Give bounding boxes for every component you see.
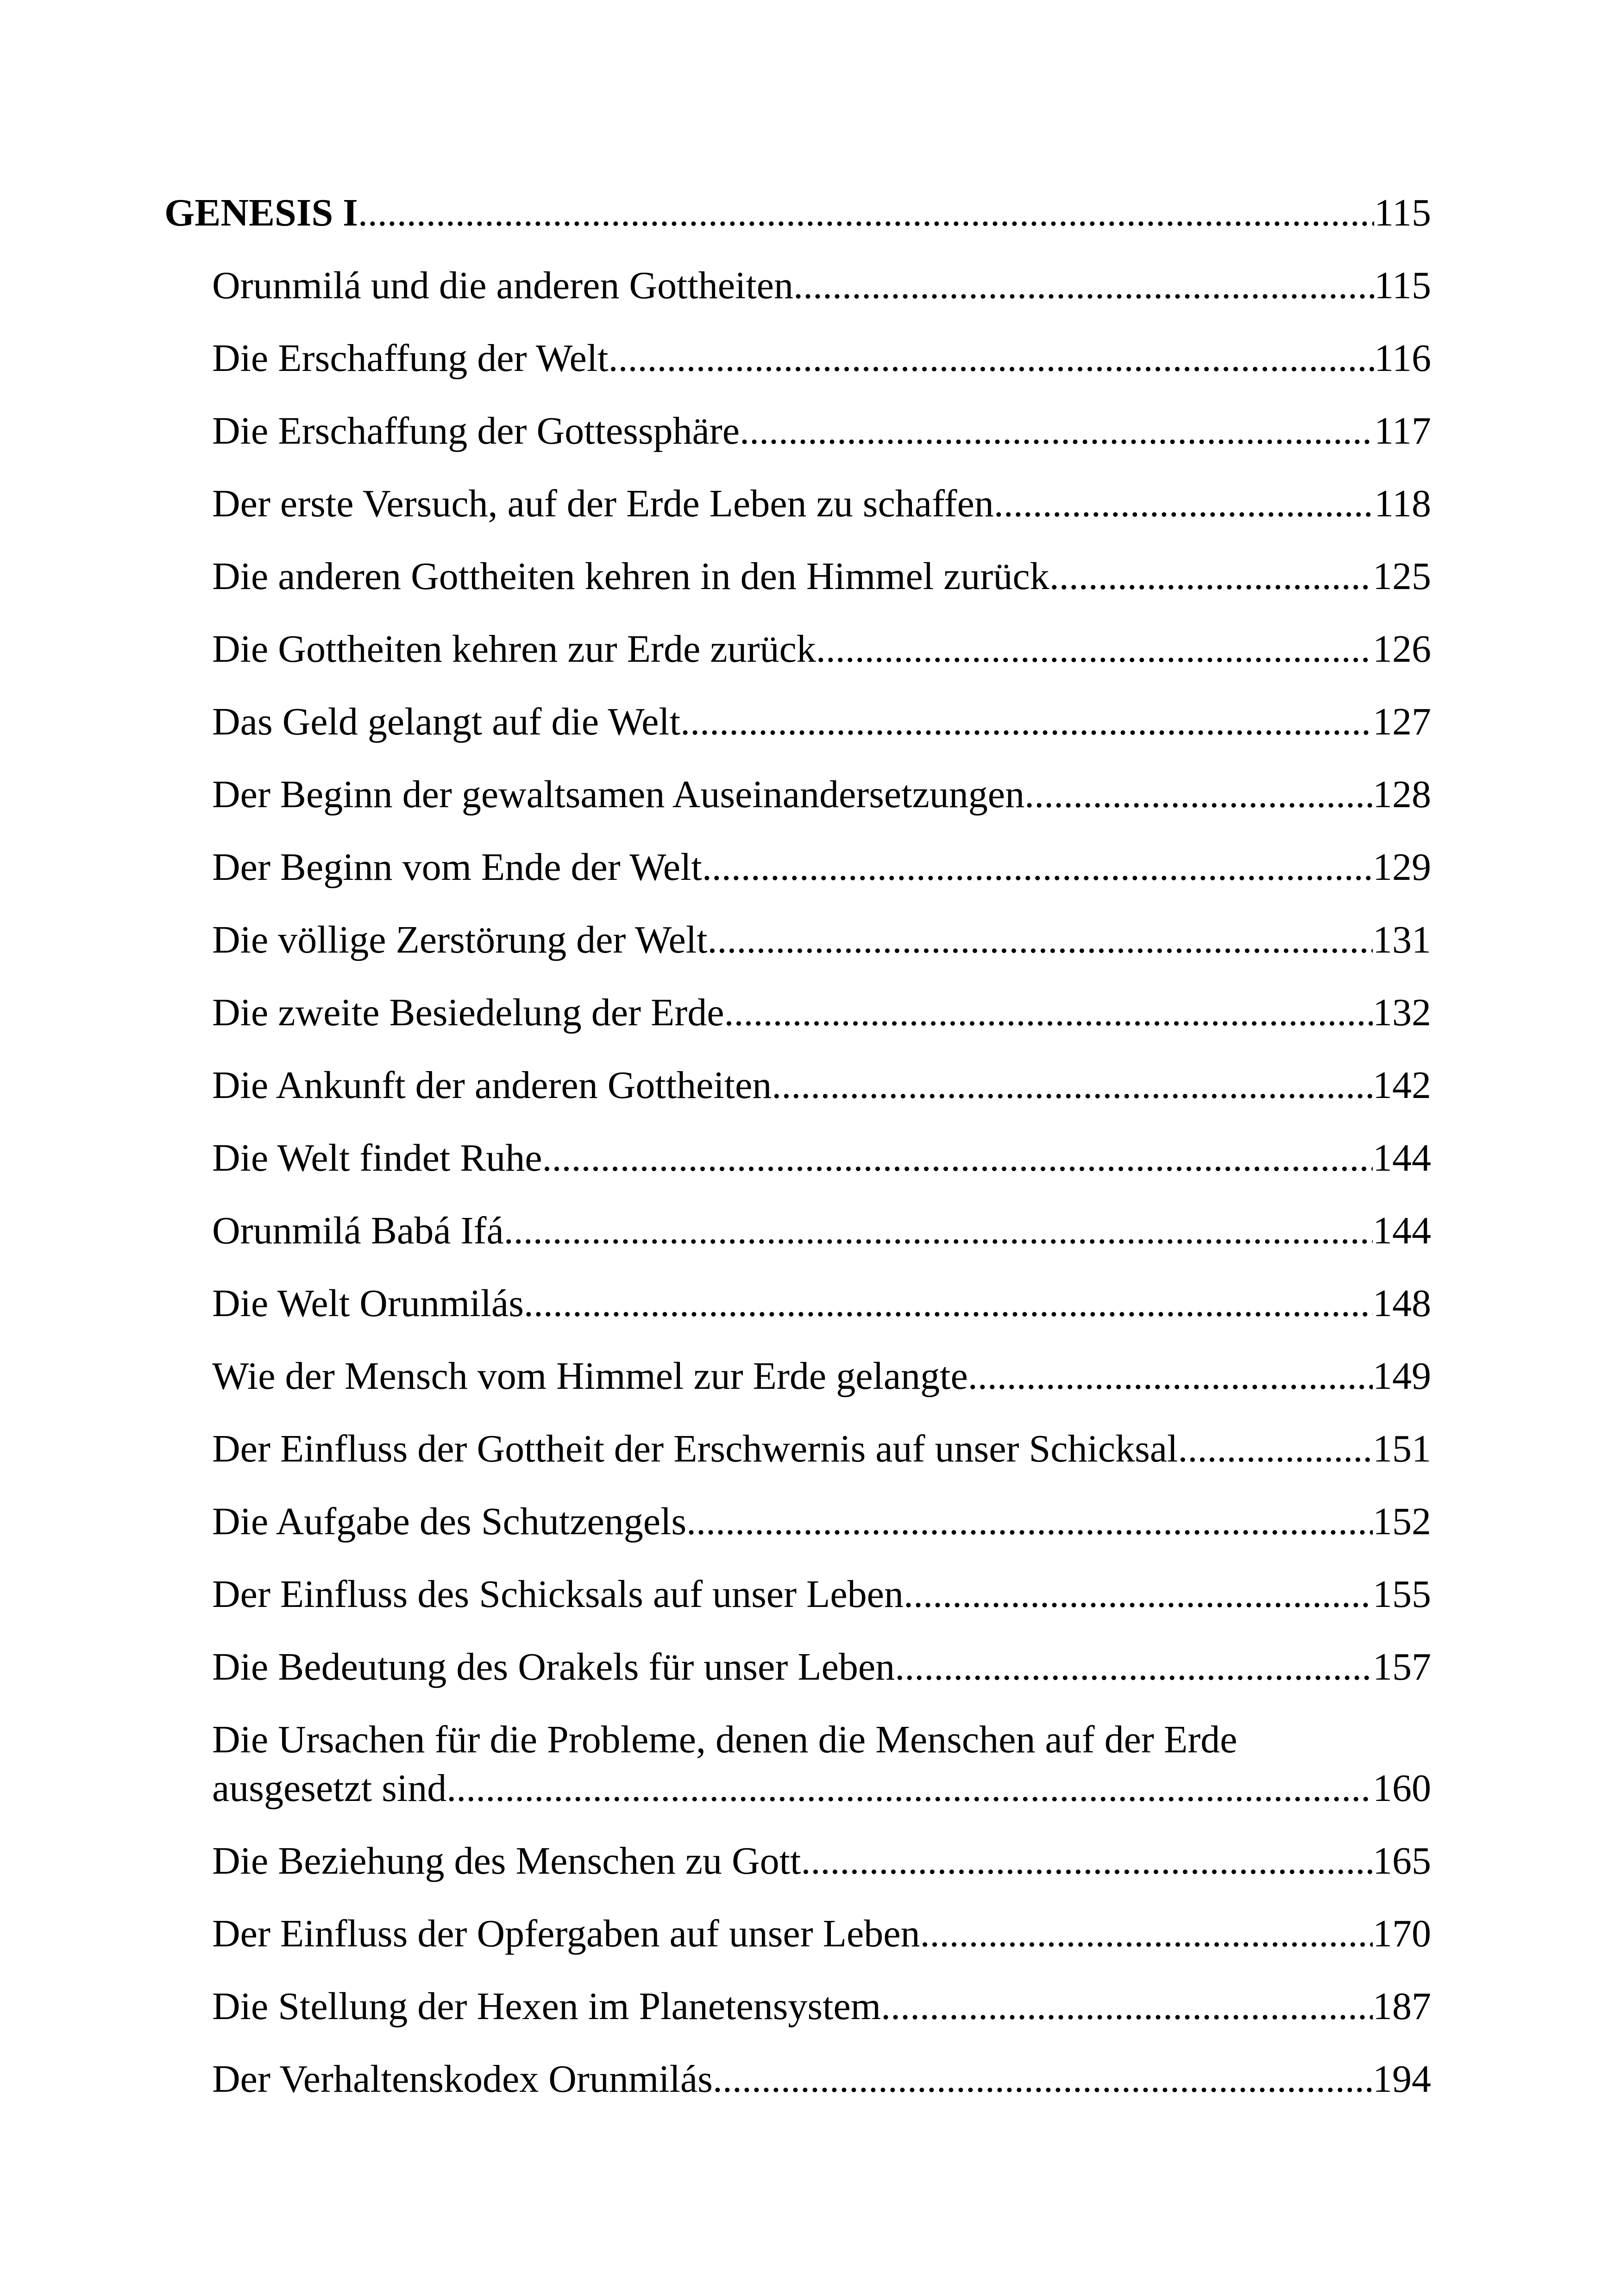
toc-entry[interactable] — [164, 1546, 1431, 1618]
toc-dot-leader — [446, 1764, 1373, 1813]
toc-dot-leader — [1178, 1424, 1373, 1473]
toc-dot-leader — [881, 1982, 1373, 2031]
toc-dot-leader — [724, 988, 1373, 1037]
toc-page-number: 116 — [1374, 337, 1431, 380]
toc-dot-leader — [1049, 552, 1373, 601]
toc-entry[interactable] — [164, 455, 1431, 528]
toc-chapter-title: GENESIS I — [164, 191, 358, 234]
toc-entry-title: Der Beginn vom Ende der Welt — [212, 846, 702, 889]
toc-page-number: 144 — [1373, 1209, 1431, 1252]
toc-dot-leader — [707, 916, 1373, 964]
toc-entry[interactable] — [164, 1110, 1431, 1182]
toc-entry-title: Die Welt Orunmilás — [212, 1282, 524, 1325]
toc-dot-leader — [609, 334, 1375, 383]
toc-page-number: 144 — [1373, 1136, 1431, 1179]
toc-entry-wrapped[interactable] — [164, 1691, 1431, 1813]
toc-entry[interactable] — [164, 1255, 1431, 1328]
toc-dot-leader — [680, 697, 1373, 746]
toc-dot-leader — [358, 188, 1374, 237]
toc-entry-title-line1: Die Ursachen für die Probleme, denen die Menschen auf der Erde — [212, 1718, 1238, 1761]
toc-entry-title: Orunmilá Babá Ifá — [212, 1209, 504, 1252]
toc-entry[interactable] — [164, 1037, 1431, 1110]
toc-page-number: 152 — [1373, 1500, 1431, 1543]
toc-entry-title: Der Verhaltenskodex Orunmilás — [212, 2058, 713, 2101]
toc-page-number: 118 — [1374, 482, 1431, 525]
toc-page-number: 187 — [1373, 1985, 1431, 2028]
toc-entry-title: Die Erschaffung der Welt — [212, 337, 609, 380]
toc-entry-title: Der erste Versuch, auf der Erde Leben zu schaffen — [212, 482, 994, 525]
toc-entry-title: Die Beziehung des Menschen zu Gott — [212, 1839, 801, 1882]
toc-page-number: 170 — [1373, 1912, 1431, 1955]
toc-dot-leader — [542, 1134, 1373, 1182]
toc-dot-leader — [920, 1909, 1373, 1958]
toc-entry-title: Die Erschaffung der Gottessphäre — [212, 409, 740, 452]
toc-page-number: 149 — [1373, 1355, 1431, 1398]
toc-entry[interactable] — [164, 964, 1431, 1037]
toc-entry[interactable] — [164, 1182, 1431, 1255]
toc-entry[interactable] — [164, 2031, 1431, 2103]
toc-entry-title: Die völlige Zerstörung der Welt — [212, 918, 708, 961]
toc-entry-title: Die Stellung der Hexen im Planetensystem — [212, 1985, 881, 2028]
toc-entry-title: Der Einfluss der Gottheit der Erschwernis auf unser Schicksal — [212, 1427, 1178, 1470]
toc-dot-leader — [504, 1206, 1373, 1255]
toc-entry[interactable] — [164, 1400, 1431, 1473]
toc-page-number: 142 — [1373, 1064, 1431, 1107]
toc-chapter-entry[interactable] — [164, 164, 1431, 237]
toc-entry[interactable] — [164, 601, 1431, 673]
toc-page-number: 126 — [1373, 627, 1431, 671]
toc-dot-leader — [968, 1352, 1373, 1400]
toc-dot-leader — [740, 407, 1374, 455]
toc-entry[interactable] — [164, 1813, 1431, 1885]
toc-entry[interactable] — [164, 1885, 1431, 1958]
toc-dot-leader — [801, 1837, 1373, 1885]
toc-page-number: 131 — [1373, 918, 1431, 961]
toc-entry[interactable] — [164, 1618, 1431, 1691]
table-of-contents — [164, 164, 1431, 2103]
toc-page-number: 160 — [1373, 1767, 1431, 1810]
toc-dot-leader — [793, 261, 1374, 310]
toc-entry-title: Die Gottheiten kehren zur Erde zurück — [212, 627, 816, 671]
toc-page-number: 115 — [1374, 191, 1431, 234]
toc-entry-title: Der Beginn der gewaltsamen Auseinandersetzungen — [212, 773, 1025, 816]
toc-page-number: 165 — [1373, 1839, 1431, 1882]
toc-entry-title: Die Bedeutung des Orakels für unser Leben — [212, 1645, 895, 1688]
toc-entry-title: Die zweite Besiedelung der Erde — [212, 991, 724, 1034]
toc-entry-title: Die Aufgabe des Schutzengels — [212, 1500, 687, 1543]
toc-entry[interactable] — [164, 383, 1431, 455]
toc-dot-leader — [772, 1061, 1373, 1110]
toc-entry-title: Orunmilá und die anderen Gottheiten — [212, 264, 793, 307]
toc-entry-line2 — [212, 1764, 1431, 1813]
toc-page-number: 155 — [1373, 1573, 1431, 1616]
toc-entry-title-line2: ausgesetzt sind — [212, 1767, 447, 1810]
toc-dot-leader — [713, 2055, 1373, 2103]
toc-dot-leader — [1024, 770, 1373, 819]
toc-page-number: 132 — [1373, 991, 1431, 1034]
toc-dot-leader — [702, 843, 1373, 891]
toc-dot-leader — [895, 1643, 1373, 1691]
toc-entry[interactable] — [164, 310, 1431, 383]
toc-entry[interactable] — [164, 528, 1431, 601]
toc-entry[interactable] — [164, 891, 1431, 964]
toc-page-number: 194 — [1373, 2058, 1431, 2101]
toc-dot-leader — [994, 479, 1374, 528]
toc-entry-title: Der Einfluss der Opfergaben auf unser Leben — [212, 1912, 920, 1955]
toc-page-number: 129 — [1373, 846, 1431, 889]
toc-page-number: 128 — [1373, 773, 1431, 816]
toc-entry[interactable] — [164, 819, 1431, 891]
toc-entry-title: Die anderen Gottheiten kehren in den Himmel zurück — [212, 555, 1049, 598]
toc-entry[interactable] — [164, 1958, 1431, 2031]
toc-entry[interactable] — [164, 1328, 1431, 1400]
toc-page-number: 151 — [1373, 1427, 1431, 1470]
toc-entry-title: Das Geld gelangt auf die Welt — [212, 700, 681, 743]
toc-page-number: 148 — [1373, 1282, 1431, 1325]
toc-entry[interactable] — [164, 673, 1431, 746]
toc-dot-leader — [686, 1497, 1373, 1546]
toc-entry-title: Der Einfluss des Schicksals auf unser Leben — [212, 1573, 904, 1616]
toc-entry[interactable] — [164, 746, 1431, 819]
toc-page-number: 125 — [1373, 555, 1431, 598]
toc-entry[interactable] — [164, 1473, 1431, 1546]
toc-dot-leader — [904, 1570, 1373, 1618]
toc-page-number: 157 — [1373, 1645, 1431, 1688]
toc-entry-title: Wie der Mensch vom Himmel zur Erde gelangte — [212, 1355, 968, 1398]
toc-entry[interactable] — [164, 237, 1431, 310]
toc-entry-title: Die Ankunft der anderen Gottheiten — [212, 1064, 772, 1107]
toc-dot-leader — [816, 625, 1373, 673]
toc-page-number: 115 — [1374, 264, 1431, 307]
toc-dot-leader — [524, 1279, 1373, 1328]
toc-entry-title: Die Welt findet Ruhe — [212, 1136, 542, 1179]
toc-page-number: 117 — [1374, 409, 1431, 452]
toc-page-number: 127 — [1373, 700, 1431, 743]
